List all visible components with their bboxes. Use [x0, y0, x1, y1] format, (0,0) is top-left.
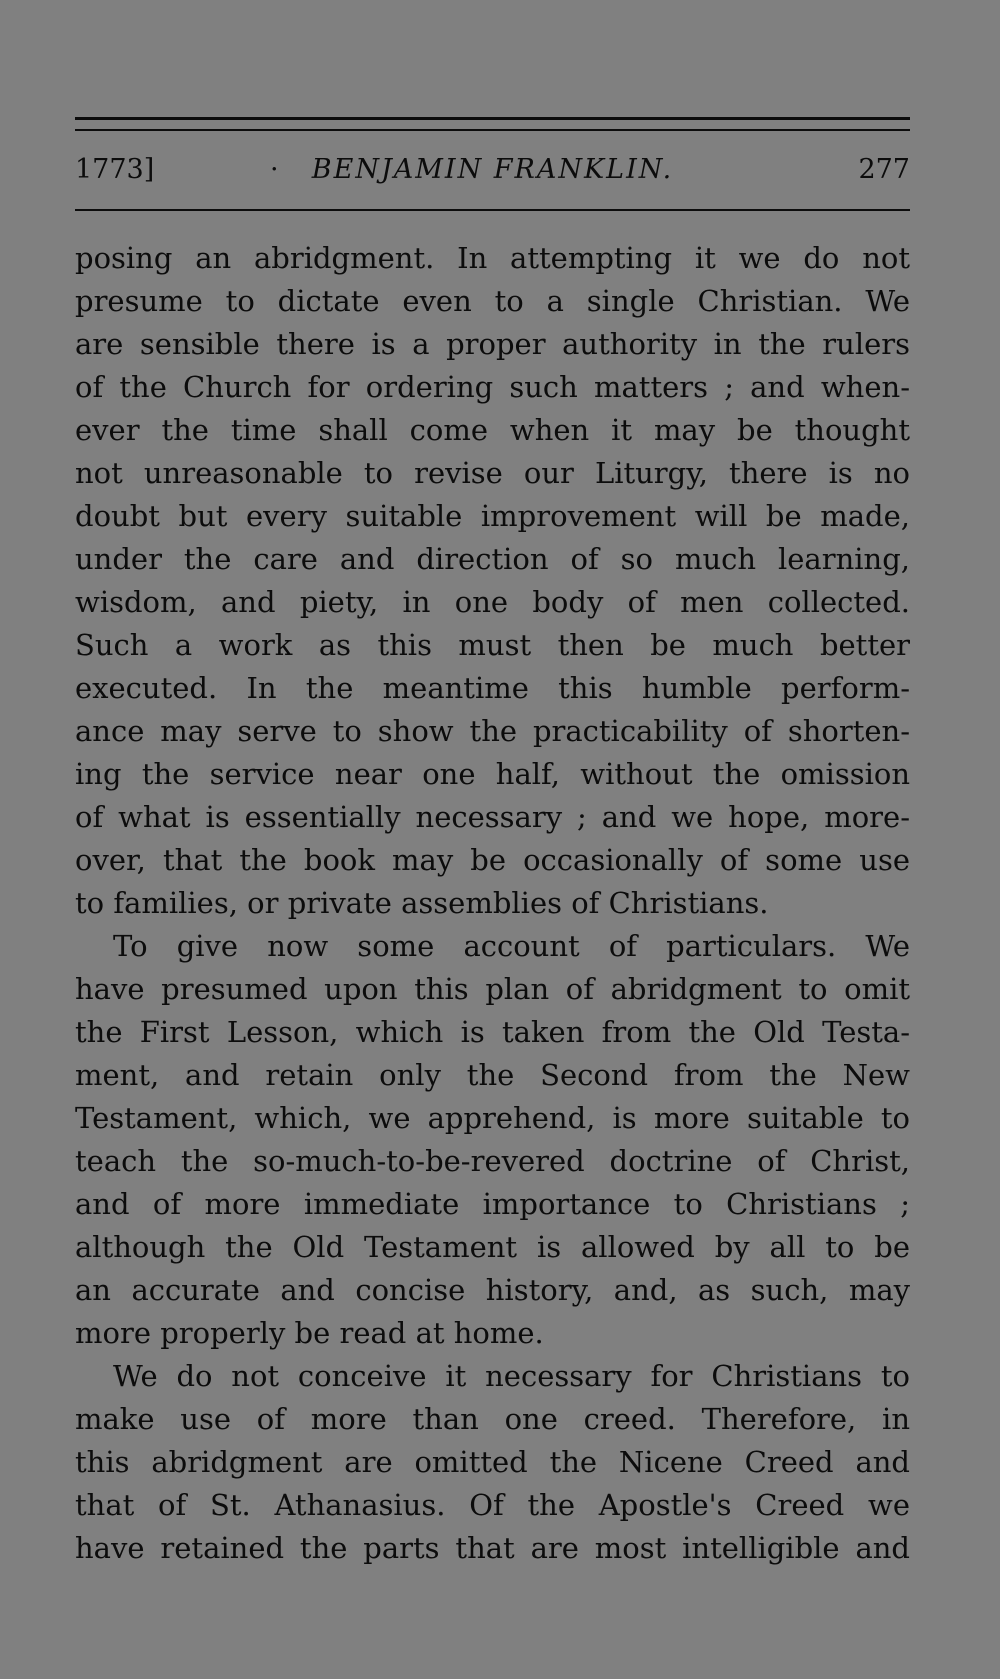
- text-line: to families, or private assemblies of Christians.: [75, 886, 769, 920]
- text-line: Such a work as this must then be much better: [75, 628, 910, 662]
- header-dot: ·: [270, 154, 279, 185]
- text-line: this abridgment are omitted the Nicene Creed and: [75, 1445, 910, 1479]
- text-line: more properly be read at home.: [75, 1316, 544, 1350]
- text-line: ment, and retain only the Second from the New: [75, 1058, 910, 1092]
- running-head: [75, 150, 910, 190]
- text-line: although the Old Testament is allowed by all to be: [75, 1230, 910, 1264]
- text-line: not unreasonable to revise our Liturgy, there is no: [75, 456, 910, 490]
- text-line: doubt but every suitable improvement will be made,: [75, 499, 910, 533]
- text-line: teach the so-much-to-be-revered doctrine of Christ,: [75, 1144, 910, 1178]
- text-line: ing the service near one half, without the omission: [75, 757, 910, 791]
- text-line: have presumed upon this plan of abridgment to omit: [75, 972, 910, 1006]
- text-line: have retained the parts that are most intelligible and: [75, 1531, 910, 1565]
- text-line: make use of more than one creed. Therefore, in: [75, 1402, 910, 1436]
- text-line: presume to dictate even to a single Christian. We: [75, 284, 910, 318]
- header-year: 1773]: [75, 154, 155, 185]
- text-line: executed. In the meantime this humble perform-: [75, 671, 910, 705]
- text-line: are sensible there is a proper authority in the rulers: [75, 327, 910, 361]
- text-line: To give now some account of particulars. We: [113, 929, 910, 963]
- text-line: ever the time shall come when it may be thought: [75, 413, 910, 447]
- text-line: under the care and direction of so much learning,: [75, 542, 910, 576]
- text-line: We do not conceive it necessary for Christians to: [113, 1359, 910, 1393]
- text-line: of what is essentially necessary ; and we hope, more-: [75, 800, 910, 834]
- text-line: an accurate and concise history, and, as such, may: [75, 1273, 910, 1307]
- text-line: the First Lesson, which is taken from the Old Testa-: [75, 1015, 910, 1049]
- header-rule-bottom: [75, 209, 910, 211]
- text-line: that of St. Athanasius. Of the Apostle's Creed we: [75, 1488, 910, 1522]
- text-line: Testament, which, we apprehend, is more suitable to: [75, 1101, 910, 1135]
- header-rule-top: [75, 117, 910, 120]
- text-line: over, that the book may be occasionally of some use: [75, 843, 910, 877]
- text-line: wisdom, and piety, in one body of men collected.: [75, 585, 910, 619]
- page-number: 277: [858, 154, 910, 185]
- header-rule-inner: [75, 129, 910, 131]
- body-text: [75, 237, 910, 1570]
- text-line: ance may serve to show the practicability of shorten-: [75, 714, 910, 748]
- header-title: BENJAMIN FRANKLIN.: [311, 154, 674, 185]
- text-line: of the Church for ordering such matters ; and when-: [75, 370, 910, 404]
- text-line: and of more immediate importance to Christians ;: [75, 1187, 910, 1221]
- text-line: posing an abridgment. In attempting it we do not: [75, 241, 910, 275]
